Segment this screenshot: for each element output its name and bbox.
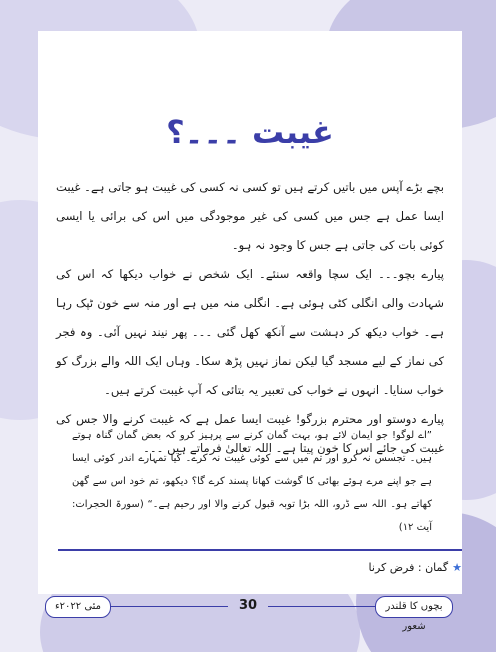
article-title: غیبت ۔۔۔؟ [166,113,334,151]
article-paragraph: پیارے دوستو اور محترم بزرگو! غیبت ایسا عمل ہے کہ غیبت کرنے والا جس کی غیبت کی جائے اس کا خون پیتا ہے۔ اللہ تعالیٰ فرماتے ہیں ۔۔۔ [56,412,444,455]
footnote-divider [58,549,462,551]
footnote-text: گمان : فرض کرنا [368,561,449,574]
page-number: 30 [238,598,258,613]
star-icon: ★ [452,561,462,574]
article-paragraph: پیارے بچو۔۔۔ ایک سچا واقعہ سنئے۔ ایک شخص نے خواب دیکھا کہ اس کی شہادت والی انگلی کٹی ہوئی ہے۔ انگلی منہ میں ہے اور منہ سے خون ٹپک رہا ہے۔ خواب دیکھ کر دہشت سے آنکھ کھل گئی ۔۔۔ پھر نیند نہیں آئی۔ وہ فجر کی نماز کے لیے مسجد گیا لیکن نماز نہیں پڑھ سکا۔ وہاں ایک اللہ والے بزرگ کو خواب سنایا۔ انہوں نے خواب کی تعبیر یہ بتائی کہ آپ غیبت کرتے ہیں۔ [56,267,444,397]
footer-rule [108,606,228,607]
article-paragraph: بچے بڑے آپس میں باتیں کرتے ہیں تو کسی نہ کسی کی غیبت ہو جاتی ہے۔ غیبت ایسا عمل ہے جس میں کسی کی غیر موجودگی میں اس کی برائی یا ایسی کوئی بات کی جاتی ہے جس کا وجود نہ ہو۔ [56,180,444,252]
quote-text: ”اے لوگو! جو ایمان لائے ہو، بہت گمان کرنے سے پرہیز کرو کہ بعض گمان گناہ ہوتے ہیں۔ تجسس نہ کرو اور تم میں سے کوئی غیبت نہ کرے۔ کیا تمہارے اندر کوئی ایسا ہے جو اپنے مرے ہوئے بھائی کا گوشت کھانا پسند کرے گا؟ دیکھو، تم خود اس سے گھن کھاتے ہو۔ اللہ سے ڈرو، اللہ بڑا توبہ قبول کرنے والا اور رحیم ہے۔“ (سورۃ الحجرات: آیت ۱۲) [72,430,432,533]
article-body [56,173,444,463]
footer-rule [268,606,376,607]
magazine-name: بچوں کا قلندر شعور [375,596,453,618]
footnote [38,561,462,574]
quran-quote [72,424,432,539]
article-card [38,31,462,594]
issue-date: مئی ۲۰۲۲ء [45,596,111,618]
